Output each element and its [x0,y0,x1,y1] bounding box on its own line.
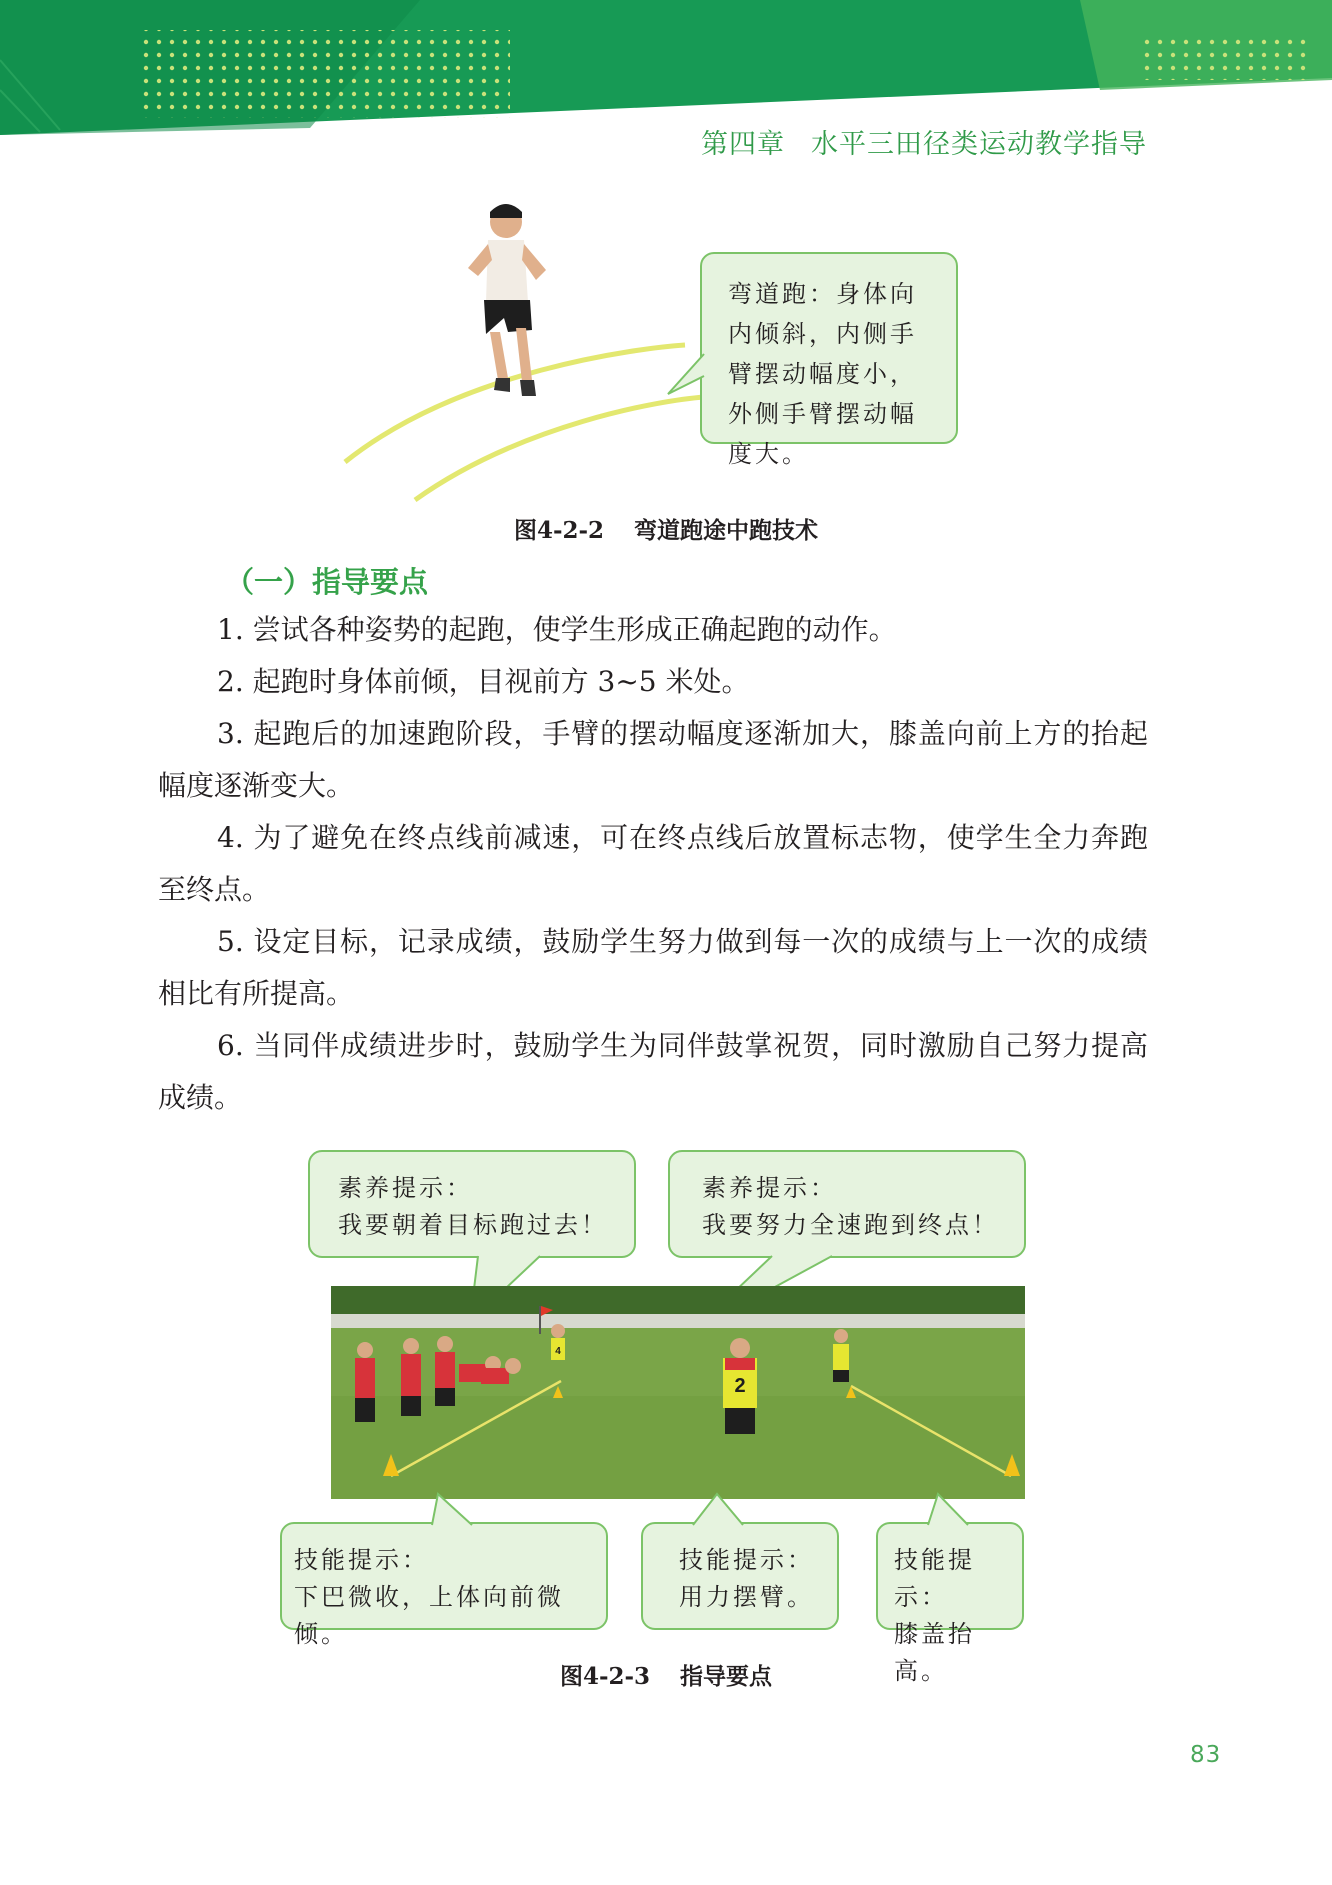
callout-pointer [928,1494,988,1526]
runner-figure [468,204,546,396]
callout-label: 素养提示： [338,1174,473,1202]
guidance-points [158,604,1148,1124]
bib-number: 2 [734,1375,746,1397]
guidance-point-6: 6. 当同伴成绩进步时，鼓励学生为同伴鼓掌祝贺，同时激励自己努力提高成绩。 [158,1029,1148,1114]
callout-pointer [432,1494,492,1526]
callout-text: 弯道跑：身体向内倾斜，内侧手臂摆动幅度小，外侧手臂摆动幅度大。 [728,280,917,468]
caption-title: 指导要点 [680,1663,773,1690]
caption-title: 弯道跑途中跑技术 [634,517,819,544]
guidance-point-5: 5. 设定目标，记录成绩，鼓励学生努力做到每一次的成绩与上一次的成绩相比有所提高。 [158,925,1148,1010]
figure-caption-1 [0,512,1332,545]
callout-text: 我要朝着目标跑过去！ [338,1211,608,1239]
chapter-title: 水平三田径类运动教学指导 [811,129,1147,160]
guidance-point-4: 4. 为了避免在终点线前减速，可在终点线后放置标志物，使学生全力奔跑至终点。 [158,821,1148,906]
figure-caption-2 [0,1658,1332,1691]
page-number: 83 [1190,1742,1222,1768]
callout-text: 用力摆臂。 [679,1583,814,1611]
skill-tip-callout-2 [641,1522,839,1630]
skill-tip-callout-3 [876,1522,1024,1685]
guidance-point-2: 2. 起跑时身体前倾，目视前方 3~5 米处。 [217,665,750,698]
callout-label: 技能提示： [679,1546,814,1574]
bib-number: 4 [555,1346,561,1357]
callout-text: 膝盖抬高。 [894,1620,975,1685]
chapter-number: 第四章 [701,129,785,160]
section-title: （一）指导要点 [225,565,429,599]
callout-label: 素养提示： [702,1174,837,1202]
literacy-tip-callout-1 [308,1150,636,1258]
callout-pointer [693,1494,753,1526]
callout-label: 技能提示： [894,1546,975,1611]
field-photo [331,1286,1025,1499]
skill-tip-callout-1 [280,1522,608,1648]
callout-text: 下巴微收，上体向前微倾。 [294,1583,564,1648]
guidance-point-3: 3. 起跑后的加速跑阶段，手臂的摆动幅度逐渐加大，膝盖向前上方的抬起幅度逐渐变大。 [158,717,1148,802]
callout-text: 我要努力全速跑到终点！ [702,1211,999,1239]
caption-number: 图4-2-2 [513,517,605,544]
chapter-heading [701,122,1147,161]
callout-pointer [668,354,704,414]
curve-running-callout [700,252,958,468]
literacy-tip-callout-2 [668,1150,1026,1258]
caption-number: 图4-2-3 [559,1663,651,1690]
callout-label: 技能提示： [294,1546,429,1574]
guidance-point-1: 1. 尝试各种姿势的起跑，使学生形成正确起跑的动作。 [217,613,897,646]
